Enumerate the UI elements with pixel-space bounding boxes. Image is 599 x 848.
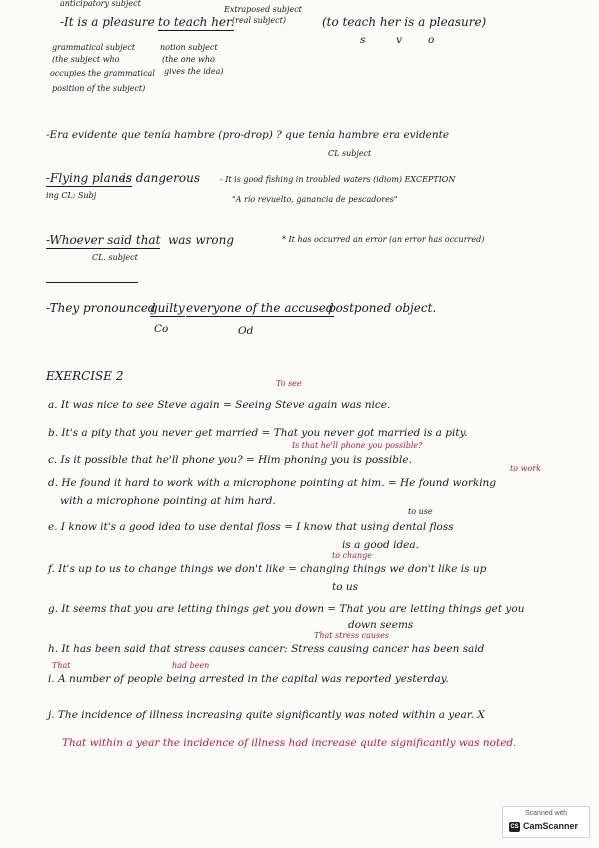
gram-note-2: (the subject who — [52, 55, 120, 64]
postponed-object: postponed object. — [328, 301, 437, 315]
label-co: Co — [154, 323, 169, 335]
gram-note-1: grammatical subject — [52, 43, 136, 52]
exercise-title: EXERCISE 2 — [46, 369, 124, 383]
label-od: Od — [238, 325, 254, 337]
item-d-note: to work — [510, 464, 541, 473]
cl-subject-label-2: CL. subject — [92, 253, 138, 262]
flying-planes: -Flying planes — [46, 172, 132, 187]
exercise-item-d-cont: with a microphone pointing at him hard. — [60, 495, 276, 507]
label-o: o — [428, 34, 435, 46]
analysis-formula: (to teach her is a pleasure) — [322, 15, 487, 29]
was-wrong: was wrong — [168, 233, 235, 247]
real-subject-note: (real subject) — [232, 16, 286, 25]
error-note: * It has occurred an error (an error has occurred) — [282, 235, 485, 244]
they-pronounced: -They pronounced — [46, 301, 156, 315]
camscanner-logo-icon: CS — [510, 824, 519, 830]
item-a-note: To see — [276, 379, 302, 388]
item-h-note: That stress causes — [314, 631, 389, 640]
exercise-item-j: j. The incidence of illness increasing quite significantly was noted within a year. X — [48, 709, 485, 721]
exercise-item-i: i. A number of people being arrested in the capital was reported yesterday. — [48, 673, 449, 685]
exercise-item-h: h. It has been said that stress causes cancer: Stress causing cancer has been said — [48, 643, 485, 655]
exercise-item-j-answer: That within a year the incidence of illness had increase quite significantly was noted. — [62, 737, 517, 749]
item-e-note: to use — [408, 507, 433, 516]
item-c-note: Is that he'll phone you possible? — [292, 441, 423, 450]
gram-note-3: occupies the grammatical — [50, 69, 155, 78]
label-v: v — [396, 34, 402, 46]
exercise-item-c: c. Is it possible that he'll phone you? = Him phoning you is possible. — [48, 454, 412, 466]
notion-note-2: (the one who — [162, 55, 215, 64]
cl-subject-label: CL subject — [328, 149, 372, 158]
exercise-item-e: e. I know it's a good idea to use dental floss = I know that using dental floss — [48, 521, 454, 533]
item-i-note-2: had been — [172, 661, 210, 670]
notion-note-3: gives the idea) — [164, 67, 224, 76]
exercise-item-d: d. He found it hard to work with a microphone pointing at him. = He found working — [48, 477, 497, 489]
gram-note-4: position of the subject) — [52, 84, 146, 93]
to-teach-her: to teach her. — [158, 16, 234, 31]
label-s: s — [360, 34, 366, 46]
whoever-said-that: -Whoever said that — [46, 234, 160, 249]
camscanner-watermark — [502, 806, 590, 838]
extraposed-subject-note: Extraposed subject — [224, 5, 302, 14]
rio-revuelto-note: "A río revuelto, ganancia de pescadores" — [232, 195, 398, 204]
item-f-note: to change — [332, 551, 372, 560]
ing-cl-subj: ing CL: Subj — [46, 191, 97, 200]
exercise-item-e-cont: is a good idea. — [342, 539, 419, 551]
exercise-item-g-cont: down seems — [348, 619, 414, 631]
notion-note-1: notion subject — [160, 43, 218, 52]
camscanner-name: CamScanner — [523, 821, 579, 831]
sentence-it-is-a-pleasure: -It is a pleasure — [60, 15, 155, 29]
is-dangerous: is dangerous — [122, 171, 201, 185]
note-evidente: -Era evidente que tenía hambre (pro-drop) ? que tenía hambre era evidente — [46, 129, 450, 141]
cutoff-text: anticipatory subject — [60, 0, 141, 8]
scanned-with-text: Scanned with — [524, 810, 568, 817]
item-i-note: That — [52, 661, 71, 670]
guilty: guilty — [150, 302, 185, 317]
good-fishing-note: - It is good fishing in troubled waters (idiom) EXCEPTION — [220, 175, 456, 184]
exercise-item-f: f. It's up to us to change things we don't like = changing things we don't like is up — [48, 563, 487, 575]
exercise-item-g: g. It seems that you are letting things get you down = That you are letting things get you — [48, 603, 525, 615]
exercise-item-f-cont: to us — [332, 581, 359, 593]
exercise-item-a: a. It was nice to see Steve again = Seeing Steve again was nice. — [48, 399, 391, 411]
exercise-item-b: b. It's a pity that you never get married = That you never got married is a pity. — [48, 427, 468, 439]
everyone-of-the-accused: everyone of the accused — [186, 302, 334, 317]
divider-line — [46, 282, 138, 283]
